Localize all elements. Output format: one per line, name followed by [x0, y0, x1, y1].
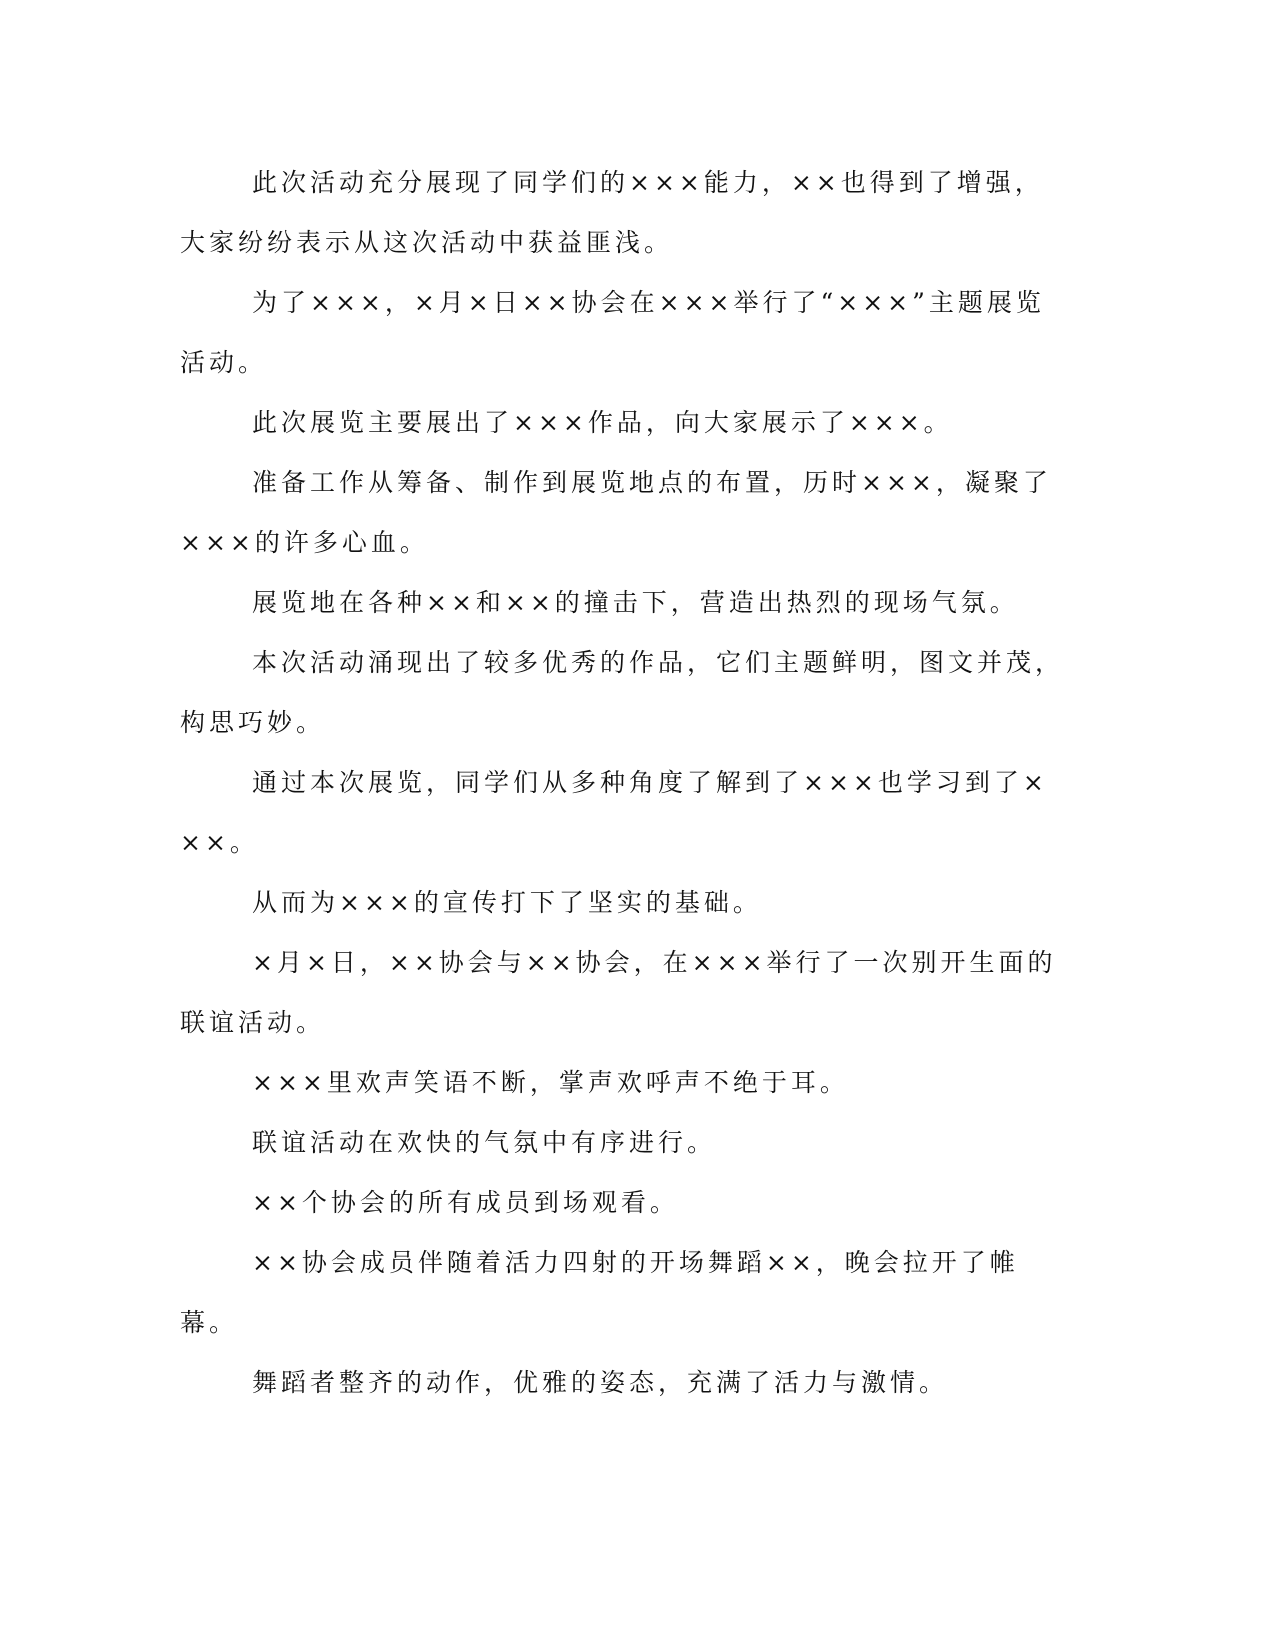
paragraph: 从而为×××的宣传打下了坚实的基础。	[252, 888, 762, 917]
paragraph: ××协会成员伴随着活力四射的开场舞蹈××，晚会拉开了帷幕。	[180, 1248, 1019, 1337]
paragraph: ×月×日，××协会与××协会，在×××举行了一次别开生面的联谊活动。	[180, 948, 1057, 1037]
paragraph: 舞蹈者整齐的动作，优雅的姿态，充满了活力与激情。	[252, 1368, 949, 1397]
paragraph: 为了×××，×月×日××协会在×××举行了“×××”主题展览活动。	[180, 288, 1045, 377]
paragraph: 准备工作从筹备、制作到展览地点的布置，历时×××，凝聚了×××的许多心血。	[180, 468, 1052, 557]
paragraph: 通过本次展览，同学们从多种角度了解到了×××也学习到了×××。	[180, 768, 1048, 857]
paragraph: 此次展览主要展出了×××作品，向大家展示了×××。	[252, 408, 953, 437]
paragraph: 本次活动涌现出了较多优秀的作品，它们主题鲜明，图文并茂，构思巧妙。	[180, 648, 1065, 737]
paragraph: 此次活动充分展现了同学们的×××能力，××也得到了增强，大家纷纷表示从这次活动中获益匪浅。	[180, 168, 1044, 257]
paragraph: 联谊活动在欢快的气氛中有序进行。	[252, 1128, 717, 1157]
paragraph: ×××里欢声笑语不断，掌声欢呼声不绝于耳。	[252, 1068, 849, 1097]
document-body	[180, 153, 1065, 1413]
paragraph: 展览地在各种××和××的撞击下，营造出热烈的现场气氛。	[252, 588, 1019, 617]
paragraph: ××个协会的所有成员到场观看。	[252, 1188, 679, 1217]
